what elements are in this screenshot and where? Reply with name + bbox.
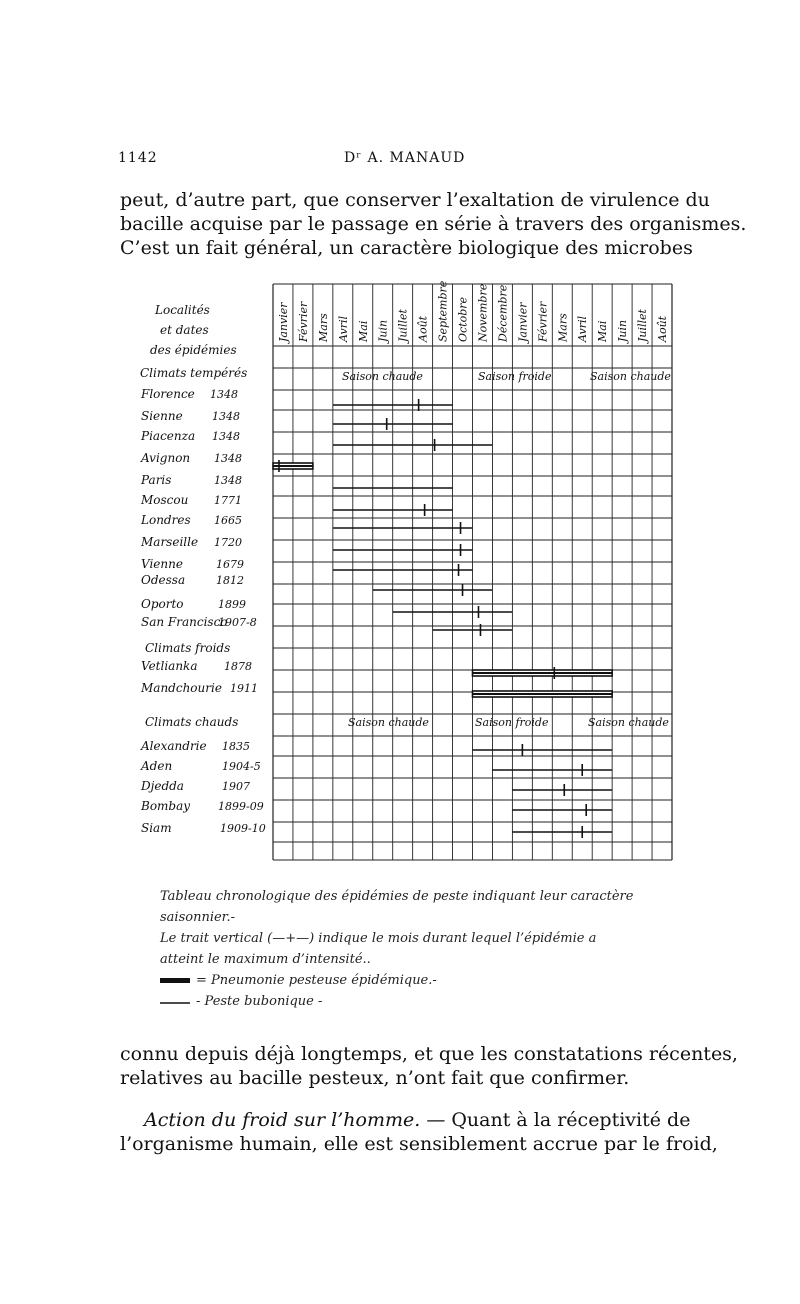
location-name: Oporto [141,597,184,611]
month-header: Juillet [636,309,650,342]
section-title: Action du froid sur l’homme. [144,1109,421,1131]
month-header: Avril [576,315,590,342]
location-name: Bombay [141,799,191,813]
text-line: C’est un fait général, un caractère biologique des microbes [120,237,693,259]
month-header: Juillet [396,309,410,342]
month-header: Septembre [436,280,450,342]
epidemic-date: 1907-8 [218,616,257,629]
text-line: relatives au bacille pesteux, n’ont fait que confirmer. [120,1067,630,1089]
month-header: Mars [556,313,570,342]
location-name: Djedda [141,779,184,793]
season-label-temperate: Saison chaude [590,370,671,383]
section-temperate-label: Climats tempérés [140,366,248,380]
epidemic-date: 1878 [224,660,252,673]
month-header: Février [296,301,310,342]
caption-line: saisonnier.- [160,910,235,925]
location-name: Mandchourie [141,681,222,695]
season-label-hot: Saison chaude [348,716,429,729]
epidemic-date: 1812 [216,574,244,587]
location-name: Piacenza [141,429,196,443]
location-name: Moscou [141,493,189,507]
epidemic-date: 1348 [214,452,242,465]
caption-line: atteint le maximum d’intensité.. [160,952,371,967]
epidemic-date: 1679 [216,558,244,571]
month-header: Janvier [516,302,530,342]
caption-line: Tableau chronologique des épidémies de peste indiquant leur caractère [160,889,634,904]
caption-line: Le trait vertical (—+—) indique le mois durant lequel l’épidémie a [160,931,597,946]
month-header: Juin [616,319,630,342]
epidemic-date: 1835 [222,740,250,753]
location-name: Alexandrie [141,739,207,753]
location-name: Aden [141,759,173,773]
text-line: peut, d’autre part, que conserver l’exaltation de virulence du [120,189,710,211]
text-line: connu depuis déjà longtemps, et que les constatations récentes, [120,1043,738,1065]
text-line [120,1108,691,1132]
location-name: Marseille [141,535,199,549]
corner-label: des épidémies [150,343,237,357]
season-label-temperate: Saison froide [478,370,552,383]
location-name: San Francisco [141,615,228,629]
legend-bubonic [160,991,680,1012]
running-title: Dʳ A. MANAUD [344,150,466,166]
epidemic-date: 1348 [212,410,240,423]
epidemic-date: 1909-10 [220,822,266,835]
legend-pneumonic-label: = Pneumonie pesteuse épidémique.- [196,973,437,988]
section-hot-label: Climats chauds [145,715,239,729]
season-label-temperate: Saison chaude [342,370,423,383]
figure-caption [160,886,680,1012]
page-number: 1142 [118,150,158,166]
section-text: — Quant à la réceptivité de [420,1109,691,1131]
section-paragraph [120,1108,718,1156]
epidemic-date: 1899 [218,598,246,611]
table-labels [140,280,671,835]
location-name: Londres [141,513,191,527]
bottom-paragraph [120,1042,738,1090]
month-header: Février [536,301,550,342]
epidemic-bars [273,399,612,838]
month-header: Mai [356,320,370,342]
location-name: Vienne [141,557,183,571]
corner-label: et dates [160,323,209,337]
epidemic-date: 1771 [214,494,242,507]
epidemic-date: 1904-5 [222,760,261,773]
location-name: Siam [141,821,172,835]
month-header: Avril [336,315,350,342]
text-line: bacille acquise par le passage en série à travers des organismes. [120,213,747,235]
month-header: Août [416,315,430,342]
epidemic-date: 1720 [214,536,242,549]
month-header: Août [656,315,670,342]
legend-pneumonic [160,970,680,991]
epidemic-date: 1665 [214,514,242,527]
epidemic-date: 1348 [214,474,242,487]
section-cold-label: Climats froids [145,641,231,655]
text-line: l’organisme humain, elle est sensiblement accrue par le froid, [120,1133,718,1155]
month-header: Mars [316,313,330,342]
month-header: Novembre [476,283,490,342]
month-header: Janvier [276,302,290,342]
location-name: Paris [141,473,172,487]
location-name: Odessa [141,573,186,587]
month-header: Décembre [496,284,510,342]
month-header: Octobre [456,296,470,342]
epidemic-date: 1348 [212,430,240,443]
season-label-hot: Saison chaude [588,716,669,729]
location-name: Florence [141,387,195,401]
location-name: Sienne [141,409,183,423]
month-header: Mai [596,320,610,342]
corner-label: Localités [155,303,210,317]
season-label-hot: Saison froide [475,716,549,729]
epidemic-date: 1899-09 [218,800,264,813]
location-name: Avignon [141,451,191,465]
month-header: Juin [376,319,390,342]
epidemic-date: 1911 [230,682,258,695]
location-name: Vetlianka [141,659,198,673]
epidemic-date: 1907 [222,780,250,793]
epidemic-date: 1348 [210,388,238,401]
legend-bubonic-label: - Peste bubonique - [196,994,323,1009]
